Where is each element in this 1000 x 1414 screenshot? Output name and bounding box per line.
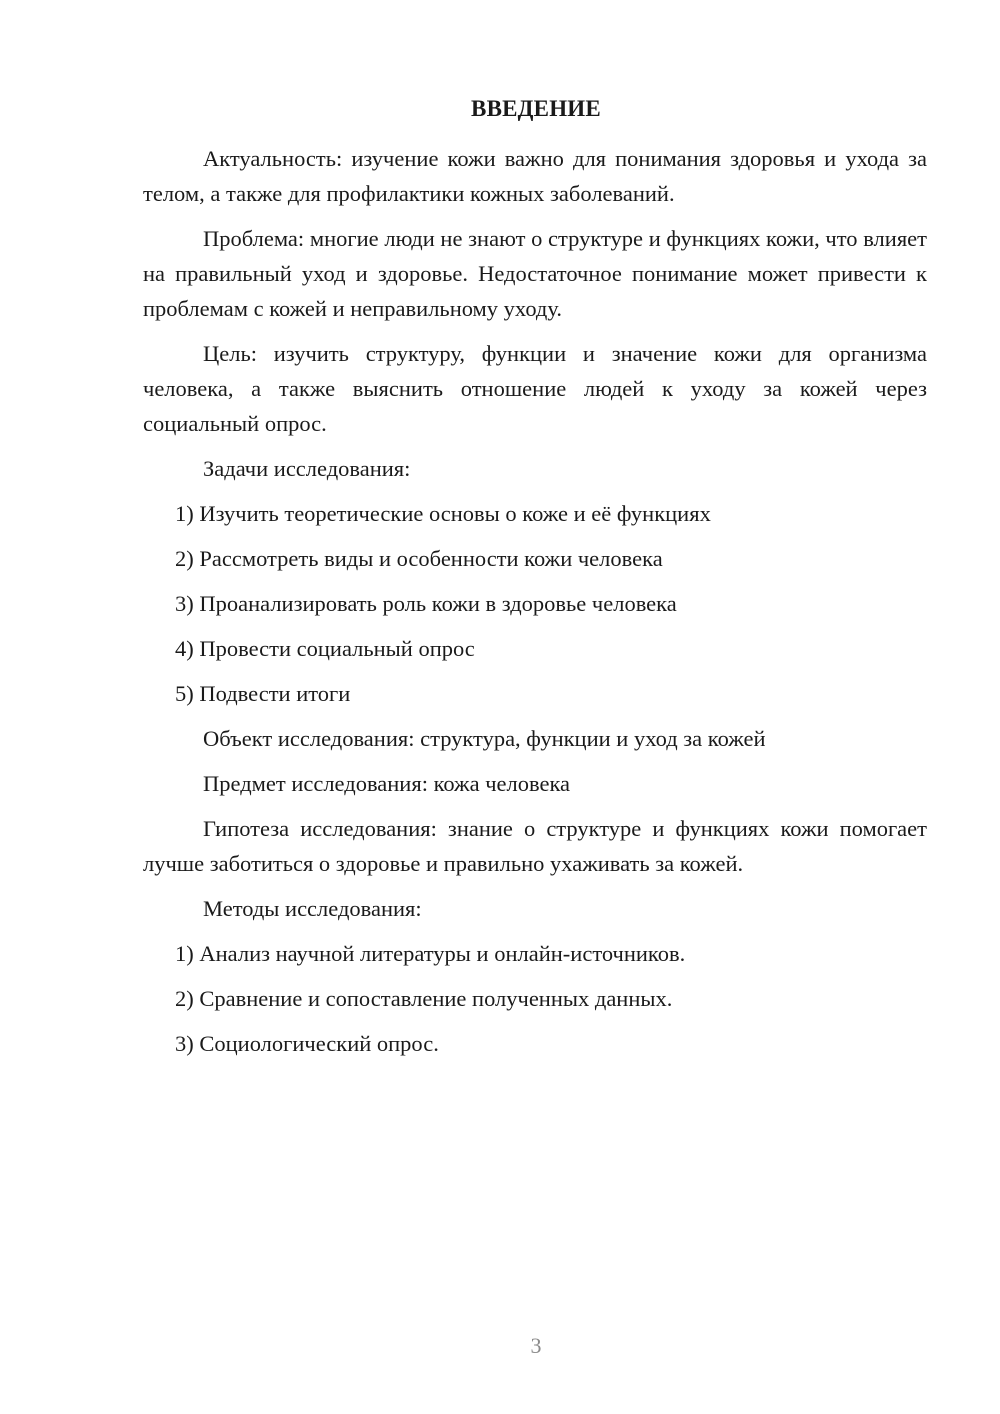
tasks-list — [143, 496, 927, 711]
goal-paragraph: Цель: изучить структуру, функции и значение кожи для организма человека, а также выяснить отношение людей к уходу за кожей через социальный опрос. — [143, 341, 927, 436]
problem-paragraph: Проблема: многие люди не знают о структуре и функциях кожи, что влияет на правильный уход и здоровье. Недостаточное понимание может привести к проблемам с кожей и неправильному уходу. — [143, 226, 927, 321]
list-item: 2) Сравнение и сопоставление полученных данных. — [175, 986, 673, 1011]
object-paragraph: Объект исследования: структура, функции и уход за кожей — [203, 726, 766, 751]
list-item: 1) Изучить теоретические основы о коже и её функциях — [175, 501, 711, 526]
document-body — [143, 141, 927, 1071]
methods-list — [143, 936, 927, 1061]
page-title: ВВЕДЕНИЕ — [471, 96, 601, 121]
tasks-title: Задачи исследования: — [203, 456, 411, 481]
list-item: 5) Подвести итоги — [175, 681, 351, 706]
list-item: 3) Социологический опрос. — [175, 1031, 439, 1056]
page-number: 3 — [530, 1333, 542, 1358]
subject-paragraph: Предмет исследования: кожа человека — [203, 771, 571, 796]
list-item: 1) Анализ научной литературы и онлайн-источников. — [175, 941, 686, 966]
list-item: 3) Проанализировать роль кожи в здоровье человека — [175, 591, 677, 616]
hypothesis-paragraph: Гипотеза исследования: знание о структуре и функциях кожи помогает лучше заботиться о здоровье и правильно ухаживать за кожей. — [143, 816, 927, 876]
methods-title: Методы исследования: — [203, 896, 422, 921]
list-item: 4) Провести социальный опрос — [175, 636, 475, 661]
list-item: 2) Рассмотреть виды и особенности кожи человека — [175, 546, 663, 571]
relevance-paragraph: Актуальность: изучение кожи важно для понимания здоровья и ухода за телом, а также для профилактики кожных заболеваний. — [143, 146, 927, 206]
